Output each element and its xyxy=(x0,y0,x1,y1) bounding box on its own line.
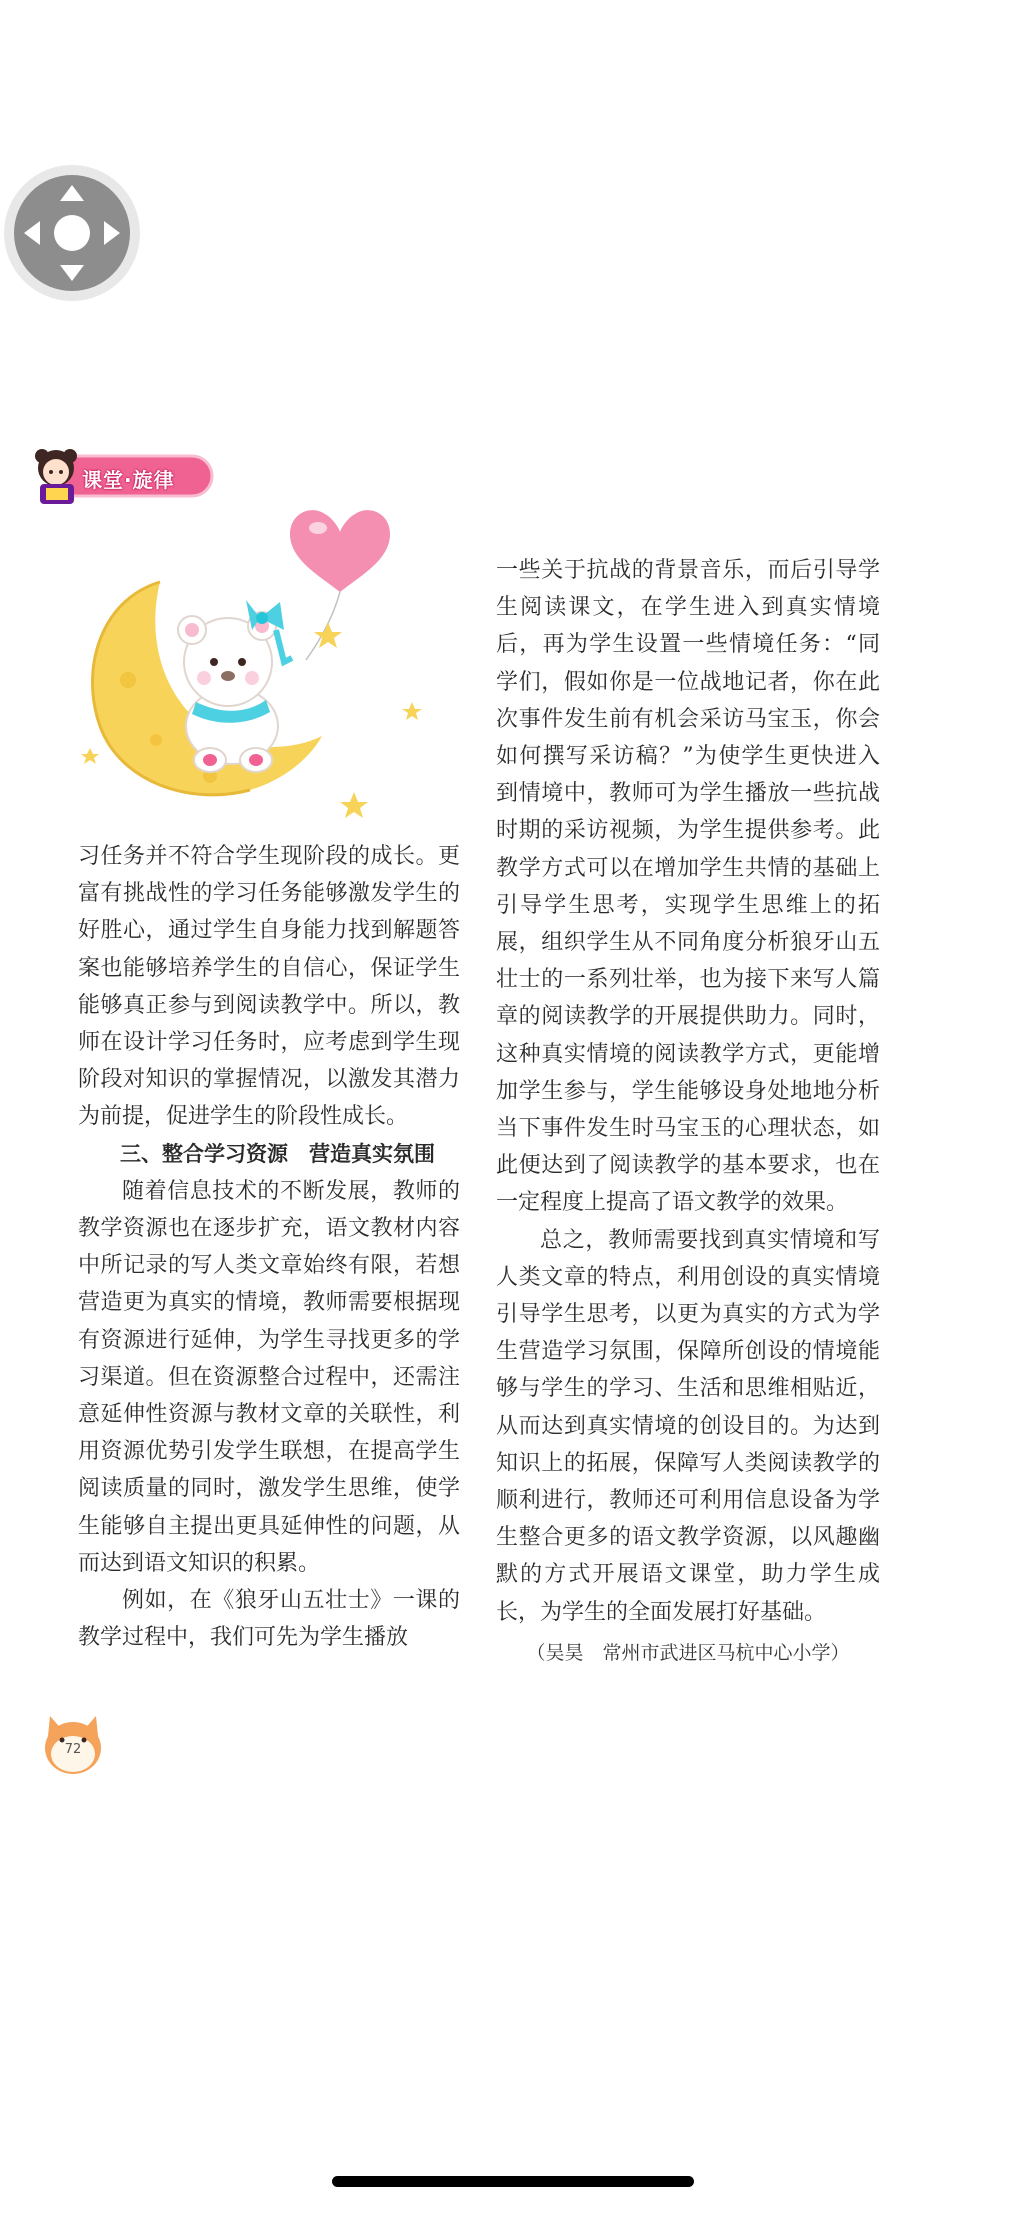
section-heading: 三、整合学习资源 营造真实氛围 xyxy=(120,1141,435,1166)
paragraph: 一些关于抗战的背景音乐，而后引导学生阅读课文，在学生进入到真实情境后，再为学生设置一些情境任务：“同学们，假如你是一位战地记者，你在此次事件发生前有机会采访马宝玉，你会如何撰写采访稿？”为使学生更快进入到情境中，教师可为学生播放一些抗战时期的采访视频，为学生提供参考。此教学方式可以在增加学生共情的基础上引导学生思考，实现学生思维上的拓展，组织学生从不同角度分析狼牙山五壮士的一系列壮举，也为接下来写人篇章的阅读教学的开展提供助力。同时，这种真实情境的阅读教学方式，更能增加学生参与，学生能够设身处地地分析当下事件发生时马宝玉的心理状态，如此便达到了阅读教学的基本要求，也在一定程度上提高了语文教学的效果。 xyxy=(496,558,880,1216)
author-credit: （吴昊 常州市武进区马杭中心小学） xyxy=(526,1641,850,1664)
article-right-column xyxy=(496,552,880,1672)
article-left-column xyxy=(78,838,460,1656)
assistive-touch-icon xyxy=(2,163,142,303)
paragraph: 习任务并不符合学生现阶段的成长。更富有挑战性的学习任务能够激发学生的好胜心，通过学生自身能力找到解题答案也能够培养学生的自信心，保证学生能够真正参与到阅读教学中。所以，教师在设计学习任务时，应考虑到学生现阶段对知识的掌握情况，以激发其潜力为前提，促进学生的阶段性成长。 xyxy=(78,844,460,1130)
assistive-touch-button[interactable] xyxy=(2,163,142,303)
page-number: 72 xyxy=(64,1742,82,1757)
paragraph: 总之，教师需要找到真实情境和写人类文章的特点，利用创设的真实情境引导学生思考，以更为真实的方式为学生营造学习氛围，保障所创设的情境能够与学生的学习、生活和思维相贴近，从而达到真实情境的创设目的。为达到知识上的拓展，保障写人类阅读教学的顺利进行，教师还可利用信息设备为学生整合更多的语文教学资源，以风趣幽默的方式开展语文课堂，助力学生成长，为学生的全面发展打好基础。 xyxy=(496,1227,880,1625)
bear-on-moon-illustration xyxy=(70,490,430,830)
paragraph: 随着信息技术的不断发展，教师的教学资源也在逐步扩充，语文教材内容中所记录的写人类文章始终有限，若想营造更为真实的情境，教师需要根据现有资源进行延伸，为学生寻找更多的学习渠道。但在资源整合过程中，还需注意延伸性资源与教材文章的关联性，利用资源优势引发学生联想，在提高学生阅读质量的同时，激发学生思维，使学生能够自主提出更具延伸性的问题，从而达到语文知识的积累。 xyxy=(78,1178,460,1576)
paragraph: 例如，在《狼牙山五壮士》一课的教学过程中，我们可先为学生播放 xyxy=(78,1588,460,1651)
section-badge-label: 课堂·旋律 xyxy=(82,468,175,492)
home-indicator[interactable] xyxy=(332,2176,694,2187)
page-number-badge xyxy=(40,1712,106,1778)
